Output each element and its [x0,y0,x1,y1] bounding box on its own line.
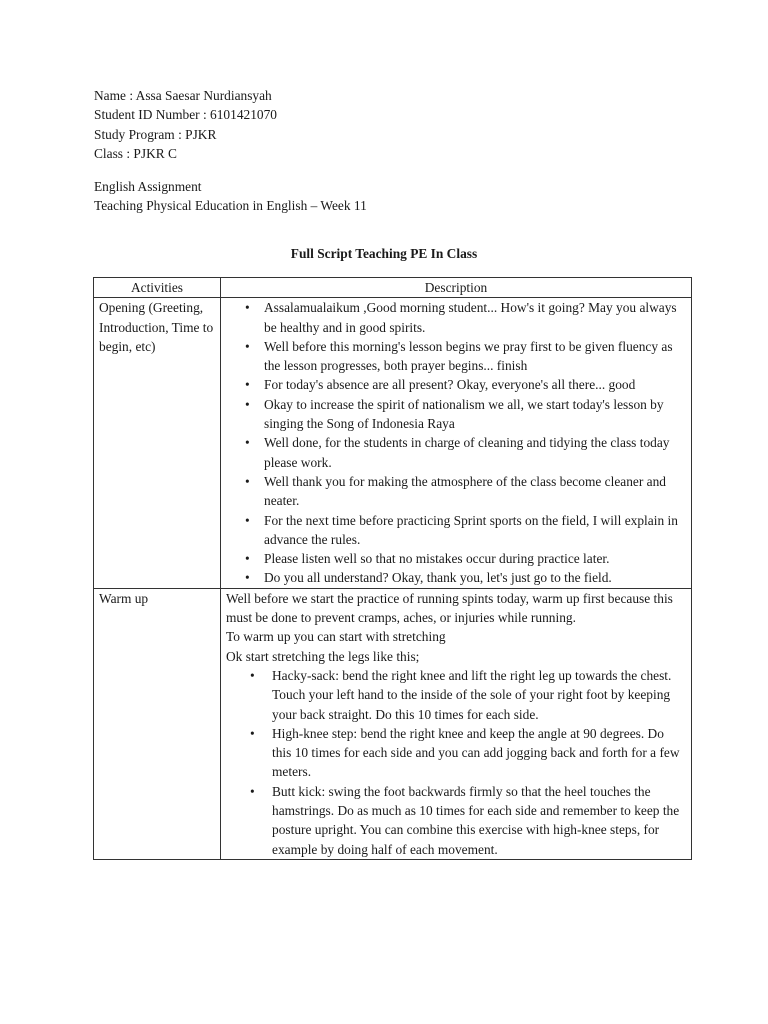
warmup-line: Ok start stretching the legs like this; [226,648,420,664]
header-activities: Activities [94,278,221,298]
list-item: • Okay to increase the spirit of nationalism we all, we start today's lesson by singing the Song of Indonesia Raya [226,395,686,434]
script-table [93,277,692,860]
list-item: • Well done, for the students in charge of cleaning and tidying the class today please work. [226,433,686,472]
list-item: • Assalamualaikum ,Good morning student... How's it going? May you always be healthy and in good spirits. [226,298,686,337]
table-row-warmup [94,588,692,859]
class-name: Class : PJKR C [94,145,177,161]
assignment-title: English Assignment [94,179,202,195]
list-item: • Well thank you for making the atmosphere of the class become cleaner and neater. [226,472,686,511]
description-opening [221,298,692,588]
student-info [94,86,367,216]
student-id: Student ID Number : 6101421070 [94,107,277,123]
warmup-intro: Well before we start the practice of running spints today, warm up first because this must be done to prevent cramps, aches, or injuries while running. [226,590,673,626]
table-header-row [94,278,692,298]
study-program: Study Program : PJKR [94,126,217,142]
list-item: • Butt kick: swing the foot backwards firmly so that the heel touches the hamstrings. Do as much as 10 times for each side and remember to keep the posture upright. You can combine this exercise with high-knee steps, for example by doing half of each movement. [226,782,686,859]
course-title: Teaching Physical Education in English – Week 11 [94,198,367,214]
description-warmup [221,588,692,859]
student-name: Name : Assa Saesar Nurdiansyah [94,88,272,103]
list-item: • High-knee step: bend the right knee and keep the angle at 90 degrees. Do this 10 times for each side and you can add jogging back and forth for a few meters. [226,724,686,782]
activity-opening [94,298,221,588]
list-item: • For today's absence are all present? Okay, everyone's all there... good [226,375,686,394]
list-item: • Hacky-sack: bend the right knee and lift the right leg up towards the chest. Touch your left hand to the inside of the sole of your right foot by keeping your back straight. Do this 10 times for each side. [226,666,686,724]
list-item: • For the next time before practicing Sprint sports on the field, I will explain in advance the rules. [226,511,686,550]
header-description: Description [221,278,692,298]
list-item: • Please listen well so that no mistakes occur during practice later. [226,549,686,568]
activity-label: Warm up [99,590,149,606]
warmup-line: To warm up you can start with stretching [226,629,446,645]
activity-label: Opening (Greeting, Introduction, Time to begin, etc) [99,300,214,354]
warmup-list [226,666,686,859]
activity-warmup [94,588,221,859]
opening-list [226,298,686,587]
table-row-opening [94,298,692,588]
list-item: • Do you all understand? Okay, thank you, let's just go to the field. [226,568,686,587]
page-title: Full Script Teaching PE In Class [290,246,478,261]
list-item: • Well before this morning's lesson begins we pray first to be given fluency as the lesson progresses, both prayer begins... finish [226,337,686,376]
